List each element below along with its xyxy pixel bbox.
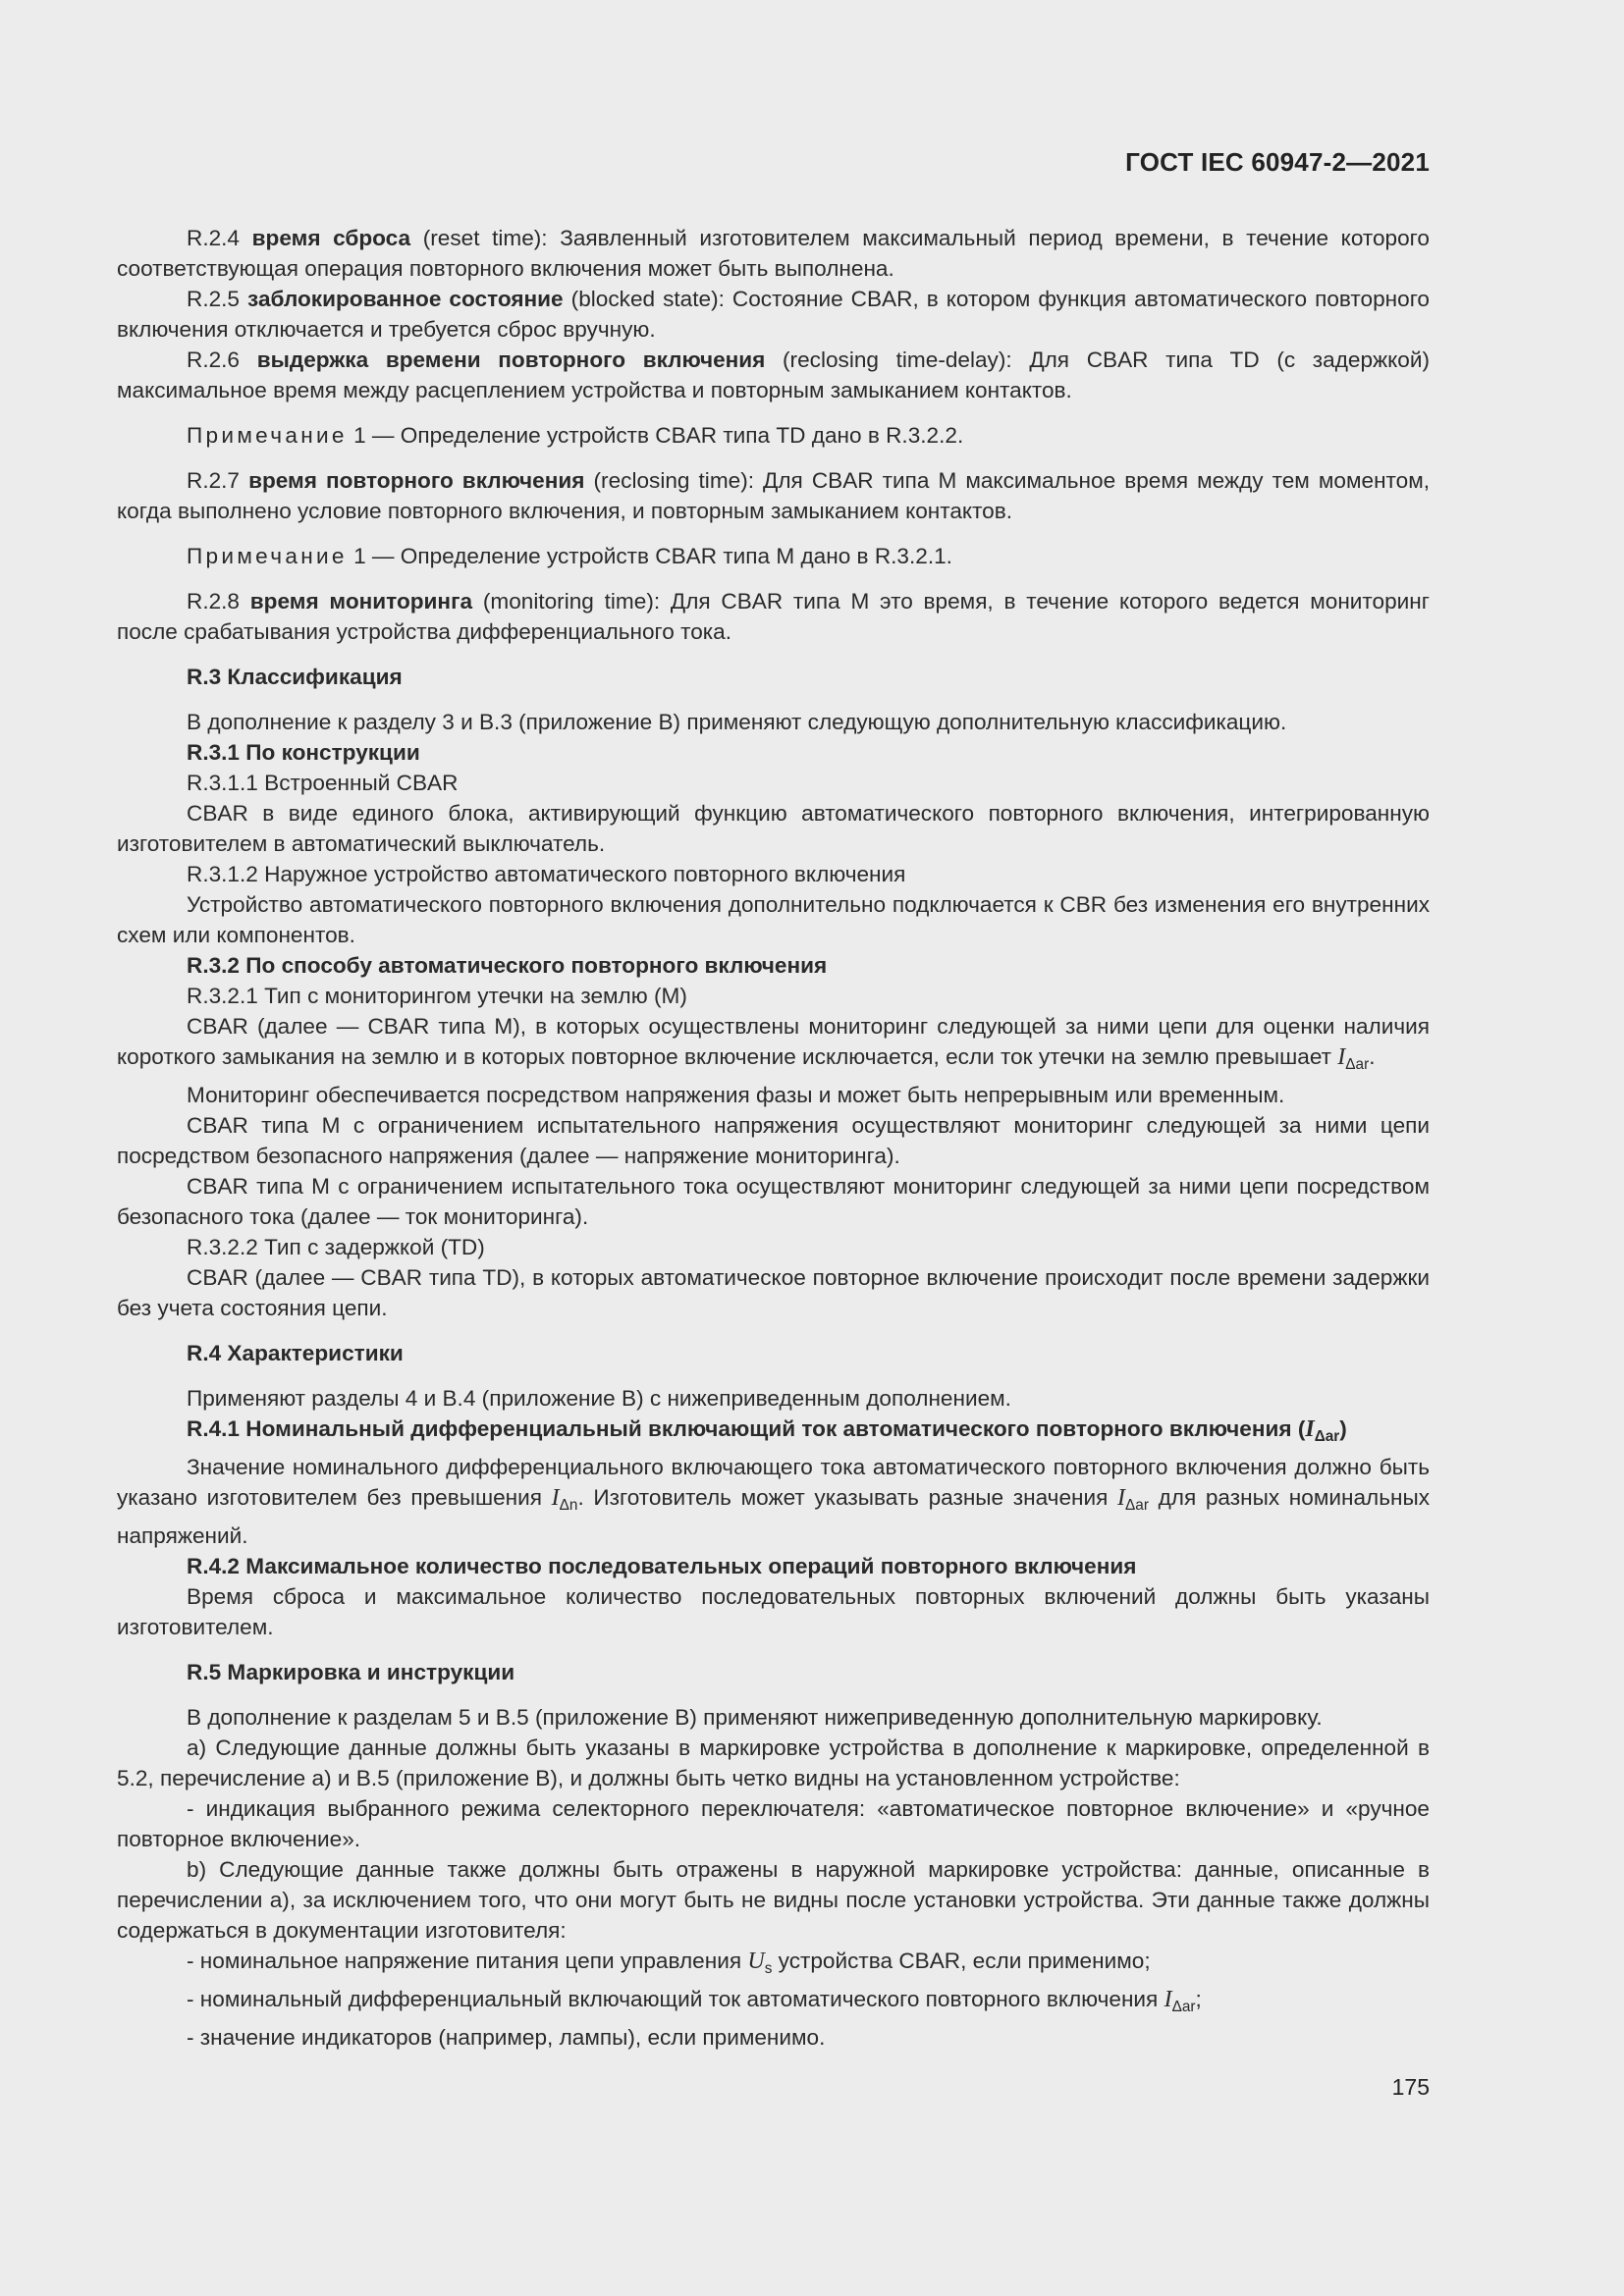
subsection-heading-r4-2: R.4.2 Максимальное количество последовательных операций повторного включения [187,1553,1137,1578]
clause-number: R.2.6 [187,347,241,372]
note-label: Примечание [187,423,348,448]
document-code-header: ГОСТ IEC 60947-2—2021 [1125,147,1430,177]
paragraph: В дополнение к разделу 3 и B.3 (приложение В) применяют следующую дополнительную классификацию. [187,710,1287,734]
section-heading-r4: R.4 Характеристики [187,1340,404,1365]
paragraph: Время сброса и максимальное количество последовательных повторных включений должны быть указаны изготовителем. [117,1583,1430,1639]
subscript: Δar [1125,1496,1149,1514]
clause-heading-r3-2-1: R.3.2.1 Тип с мониторингом утечки на землю (М) [187,984,687,1008]
subsection-heading-r3-1: R.3.1 По конструкции [187,740,420,765]
paragraph [117,1011,1430,1080]
paragraph: Мониторинг обеспечивается посредством напряжения фазы и может быть непрерывным или временным. [187,1082,1285,1107]
definition: (blocked state): Состояние CBAR, в котором функция автоматического повторного включения отключается и требуется сброс вручную. [117,287,1430,342]
section-heading-r3: R.3 Классификация [187,665,403,689]
note-r2-6 [117,420,1430,451]
section-heading-r5: R.5 Маркировка и инструкции [187,1659,515,1684]
list-item-b-2 [117,1984,1430,2022]
term: заблокированное состояние [247,287,564,311]
symbol-i: I [551,1484,560,1511]
clause-number: R.2.5 [187,287,241,311]
subscript: Δar [1345,1055,1370,1073]
paragraph: Устройство автоматического повторного включения дополнительно подключается к CBR без изменения его внутренних схем или компонентов. [117,892,1430,947]
subscript: s [764,1959,773,1977]
heading-text: ) [1339,1415,1347,1441]
page-body [117,223,1430,2053]
heading-text: R.4.1 Номинальный дифференциальный включающий ток автоматического повторного включения ( [187,1415,1306,1441]
symbol-u: U [747,1948,765,1974]
list-item-b: b) Следующие данные также должны быть отражены в наружной маркировке устройства: данные, описанные в перечислении а), за исключением того, что они могут быть не видны после установки устройства. Эти данные также должны содержаться в документации изготовителя: [117,1856,1430,1943]
note-text: 1 — Определение устройств CBAR типа TD дано в R.3.2.2. [353,423,964,448]
clause-number: R.2.4 [187,226,241,250]
clause-heading-r3-1-2: R.3.1.2 Наружное устройство автоматического повторного включения [187,862,906,886]
text: CBAR (далее — CBAR типа М), в которых осуществлены мониторинг следующей за ними цепи для оценки наличия короткого замыкания на землю и в которых повторное включение исключается, если ток утечки на землю превышает [117,1014,1430,1069]
paragraph: CBAR типа М с ограничением испытательного напряжения осуществляют мониторинг следующей за ними цепи посредством безопасного напряжения (далее — напряжение мониторинга). [117,1112,1430,1168]
symbol-i: I [1337,1044,1346,1070]
text: Значение номинального дифференциального включающего тока автоматического повторного включения должно быть указано изготовителем без превышения [117,1454,1430,1510]
text: - номинальное напряжение питания цепи управления [187,1948,748,1973]
definition: (monitoring time): Для CBAR типа М это время, в течение которого ведется мониторинг после срабатывания устройства дифференциального тока. [117,589,1430,644]
clause-r2-8 [117,586,1430,647]
definition: (reclosing time): Для CBAR типа М максимальное время между тем моментом, когда выполнено условие повторного включения, и повторным замыканием контактов. [117,468,1431,523]
paragraph [117,1452,1430,1551]
note-r2-7 [117,541,1430,571]
subscript: Δar [1314,1427,1340,1445]
term: время сброса [251,226,411,250]
definition: (reclosing time-delay): Для CBAR типа TD (с задержкой) максимальное время между расцеплением устройства и повторным замыканием контактов. [117,347,1431,402]
paragraph: Применяют разделы 4 и В.4 (приложение В) с нижеприведенным дополнением. [187,1385,1011,1411]
clause-r2-6 [117,345,1430,405]
definition: (reset time): Заявленный изготовителем максимальный период времени, в течение которого соответствующая операция повторного включения может быть выполнена. [117,226,1430,281]
clause-heading-r3-1-1: R.3.1.1 Встроенный CBAR [187,771,459,795]
note-text: 1 — Определение устройств CBAR типа М дано в R.3.2.1. [353,544,952,568]
subscript: Δar [1171,1998,1196,2015]
text: ; [1195,1986,1202,2011]
clause-r2-4 [117,223,1430,284]
paragraph: В дополнение к разделам 5 и B.5 (приложение В) применяют нижеприведенную дополнительную маркировку. [187,1704,1323,1730]
symbol-i: I [1117,1484,1126,1511]
symbol-i: I [1305,1415,1315,1442]
list-item-b-3: - значение индикаторов (например, лампы), если применимо. [187,2024,826,2050]
list-item-b-1 [117,1946,1430,1984]
list-item-a-1: - индикация выбранного режима селекторного переключателя: «автоматическое повторное включение» и «ручное повторное включение». [117,1795,1430,1851]
paragraph: CBAR типа М с ограничением испытательного тока осуществляют мониторинг следующей за ними цепи посредством безопасного тока (далее — ток мониторинга). [117,1173,1430,1229]
list-item-a: а) Следующие данные должны быть указаны в маркировке устройства в дополнение к маркировке, определенной в 5.2, перечисление а) и B.5 (приложение В), и должны быть четко видны на установленном устройстве: [117,1735,1430,1790]
term: время мониторинга [249,589,473,614]
text: для разных номинальных напряжений. [117,1484,1430,1548]
text: . [1369,1044,1376,1069]
subscript: Δn [559,1496,578,1514]
clause-r2-5 [117,284,1430,345]
paragraph: CBAR в виде единого блока, активирующий функцию автоматического повторного включения, интегрированную изготовителем в автоматический выключатель. [117,801,1430,856]
text: устройства CBAR, если применимо; [772,1948,1151,1973]
term: выдержка времени повторного включения [256,347,766,372]
subsection-heading-r4-1 [117,1414,1430,1452]
subsection-heading-r3-2: R.3.2 По способу автоматического повторного включения [187,953,828,978]
clause-heading-r3-2-2: R.3.2.2 Тип с задержкой (TD) [187,1234,485,1259]
clause-r2-7 [117,465,1430,526]
term: время повторного включения [248,468,585,493]
text: . Изготовитель может указывать разные значения [577,1484,1118,1510]
paragraph: CBAR (далее — CBAR типа TD), в которых автоматическое повторное включение происходит после времени задержки без учета состояния цепи. [117,1264,1430,1320]
text: - номинальный дифференциальный включающий ток автоматического повторного включения [187,1986,1164,2011]
clause-number: R.2.7 [187,468,241,493]
page-number: 175 [1391,2074,1430,2100]
symbol-i: I [1164,1986,1172,2012]
clause-number: R.2.8 [187,589,241,614]
note-label: Примечание [187,544,348,568]
